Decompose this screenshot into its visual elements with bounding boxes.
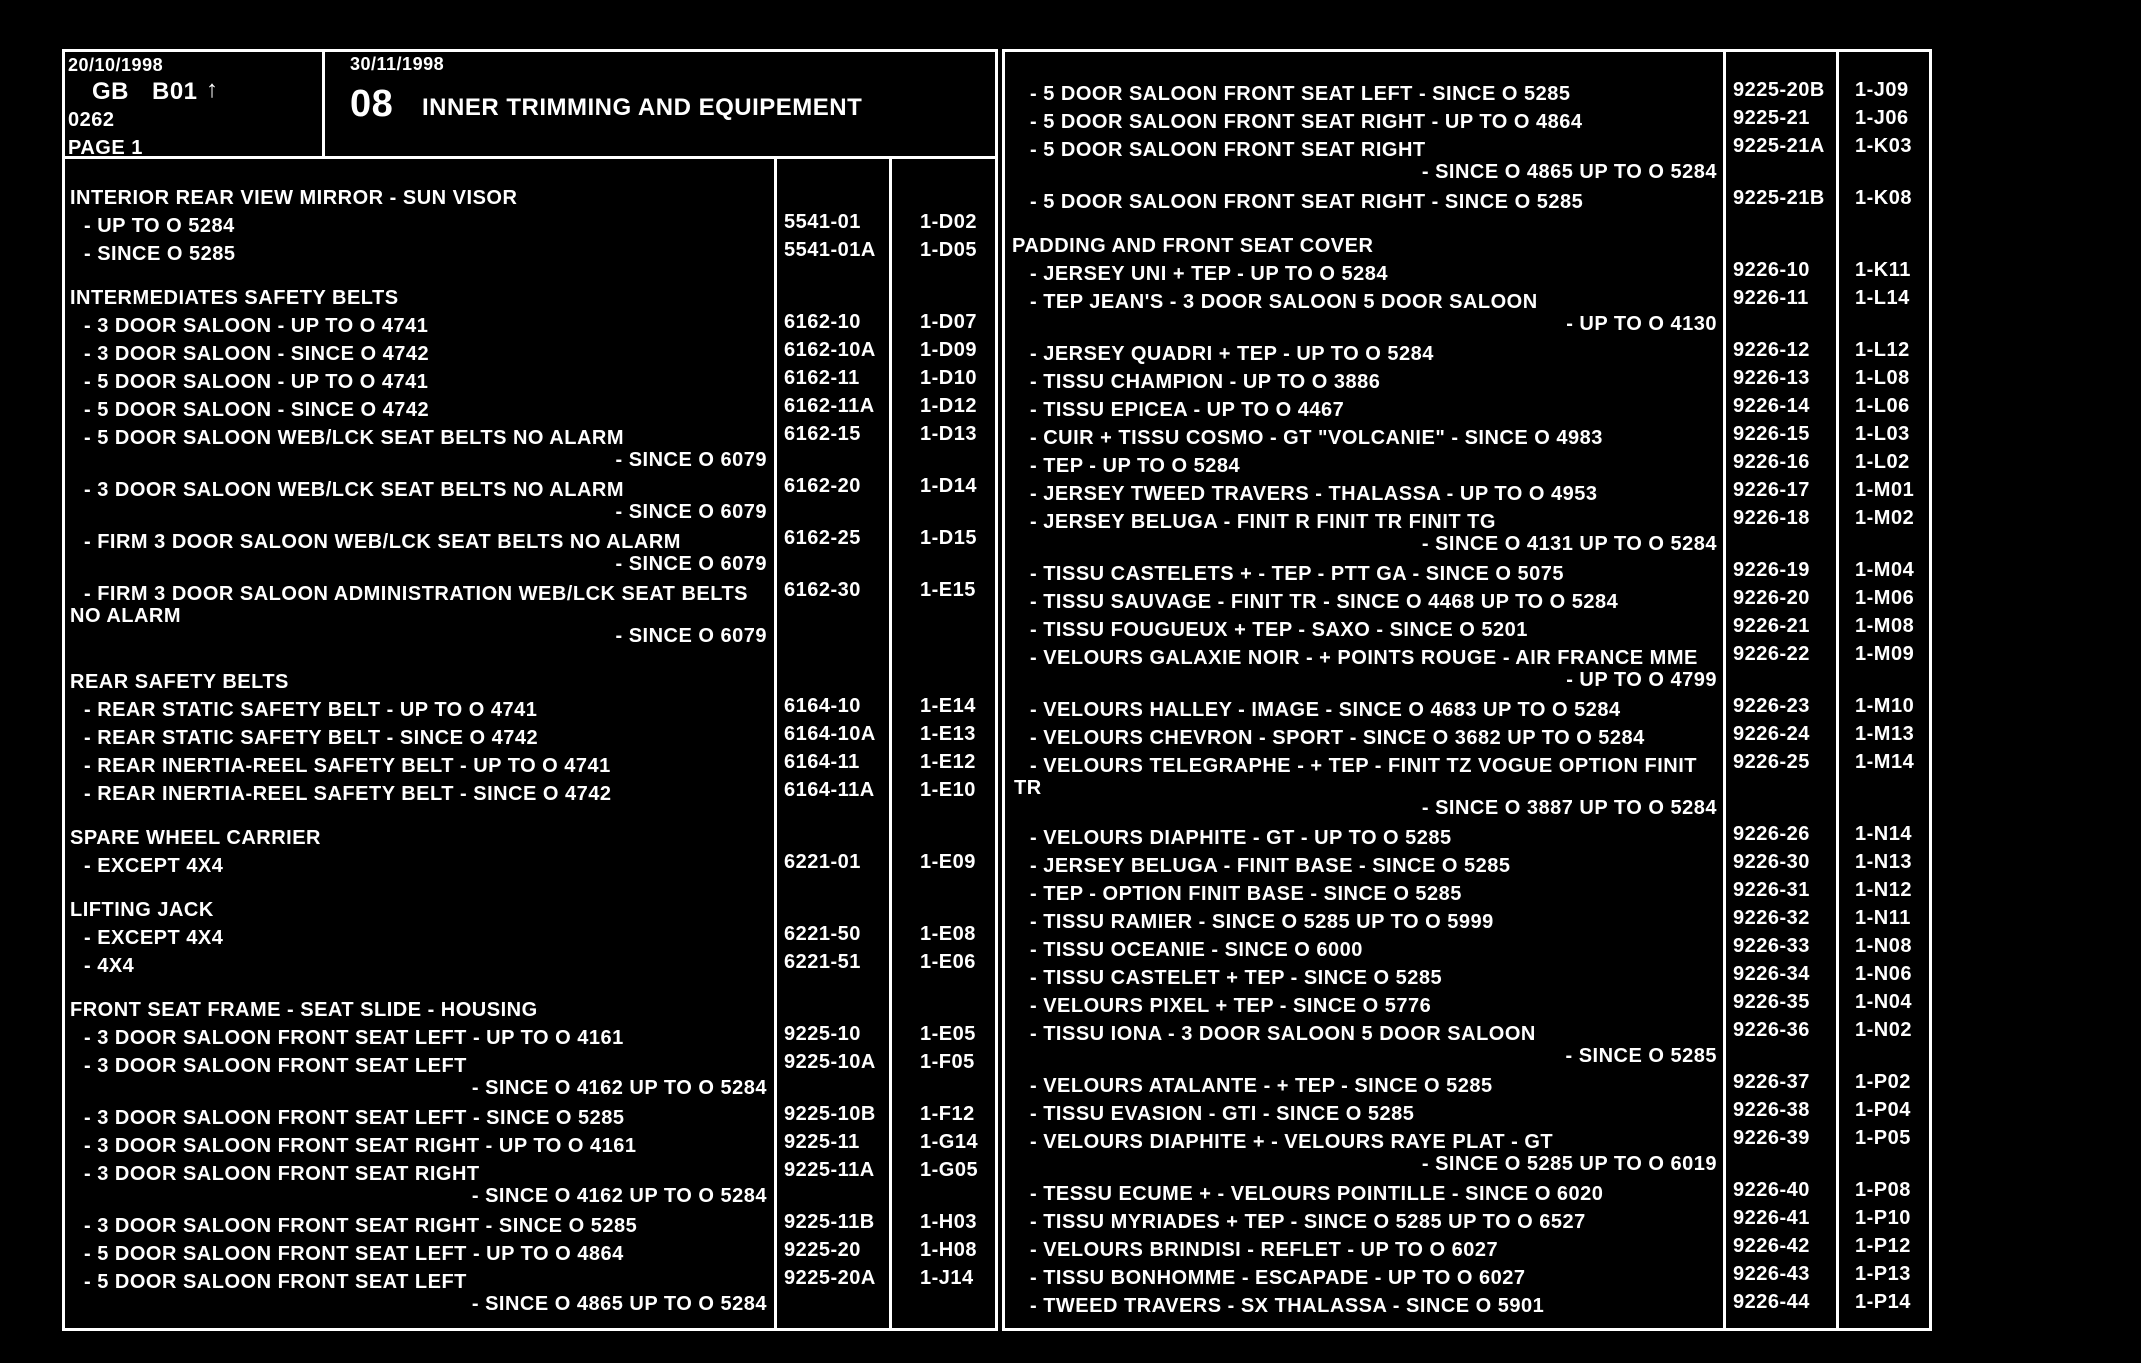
part-code: 9226-30 bbox=[1733, 851, 1810, 873]
part-code: 9226-34 bbox=[1733, 963, 1810, 985]
page-ref: 1-M04 bbox=[1855, 559, 1915, 581]
page-ref: 1-F05 bbox=[920, 1051, 975, 1073]
section-heading: PADDING AND FRONT SEAT COVER bbox=[1012, 235, 1374, 257]
model-code: B01 bbox=[152, 78, 198, 105]
page-ref: 1-N06 bbox=[1855, 963, 1912, 985]
part-code: 9226-21 bbox=[1733, 615, 1810, 637]
part-code: 6164-11A bbox=[784, 779, 875, 801]
serial-range: - SINCE O 5285 bbox=[1565, 1045, 1717, 1067]
page-ref: 1-L12 bbox=[1855, 339, 1910, 361]
part-code: 9226-36 bbox=[1733, 1019, 1810, 1041]
page-ref: 1-P08 bbox=[1855, 1179, 1911, 1201]
item-description: - VELOURS GALAXIE NOIR - + POINTS ROUGE - AIR FRANCE MME bbox=[1030, 647, 1698, 669]
part-code: 9226-20 bbox=[1733, 587, 1810, 609]
item-description: - TISSU CASTELET + TEP - SINCE O 5285 bbox=[1030, 967, 1443, 989]
item-description: - TISSU MYRIADES + TEP - SINCE O 5285 UP TO O 6527 bbox=[1030, 1211, 1586, 1233]
item-description: - VELOURS HALLEY - IMAGE - SINCE O 4683 UP TO O 5284 bbox=[1030, 699, 1621, 721]
page-ref: 1-M10 bbox=[1855, 695, 1915, 717]
part-code: 9226-42 bbox=[1733, 1235, 1810, 1257]
part-code: 9225-10 bbox=[784, 1023, 861, 1045]
item-description: - REAR INERTIA-REEL SAFETY BELT - UP TO O 4741 bbox=[84, 755, 611, 777]
part-code: 9226-23 bbox=[1733, 695, 1810, 717]
page-ref: 1-P14 bbox=[1855, 1291, 1911, 1313]
page-ref: 1-L03 bbox=[1855, 423, 1910, 445]
part-code: 9225-21B bbox=[1733, 187, 1825, 209]
item-description: - 5 DOOR SALOON FRONT SEAT RIGHT bbox=[1030, 139, 1426, 161]
item-description: - VELOURS ATALANTE - + TEP - SINCE O 5285 bbox=[1030, 1075, 1493, 1097]
part-code: 6162-11A bbox=[784, 395, 875, 417]
part-code: 6162-30 bbox=[784, 579, 861, 601]
page-ref: 1-N12 bbox=[1855, 879, 1912, 901]
item-description: - EXCEPT 4X4 bbox=[84, 855, 224, 877]
item-description: - TISSU SAUVAGE - FINIT TR - SINCE O 4468 UP TO O 5284 bbox=[1030, 591, 1619, 613]
page-ref: 1-D10 bbox=[920, 367, 977, 389]
part-code: 9226-33 bbox=[1733, 935, 1810, 957]
item-description: - 3 DOOR SALOON FRONT SEAT LEFT - SINCE O 5285 bbox=[84, 1107, 625, 1129]
page-ref: 1-E09 bbox=[920, 851, 976, 873]
page-ref: 1-M09 bbox=[1855, 643, 1915, 665]
item-description: - 5 DOOR SALOON FRONT SEAT LEFT - SINCE O 5285 bbox=[1030, 83, 1571, 105]
part-code: 9226-11 bbox=[1733, 287, 1809, 309]
page-ref: 1-L08 bbox=[1855, 367, 1910, 389]
serial-range: - SINCE O 4131 UP TO O 5284 bbox=[1421, 533, 1717, 555]
item-description: - TISSU CHAMPION - UP TO O 3886 bbox=[1030, 371, 1381, 393]
part-code: 9225-10A bbox=[784, 1051, 876, 1073]
page-ref: 1-G14 bbox=[920, 1131, 979, 1153]
section-number: 08 bbox=[350, 83, 394, 125]
section-title: INNER TRIMMING AND EQUIPEMENT bbox=[422, 94, 863, 121]
page-ref: 1-N08 bbox=[1855, 935, 1912, 957]
header-bottom-rule bbox=[62, 156, 998, 159]
serial-range: - SINCE O 4865 UP TO O 5284 bbox=[1421, 161, 1717, 183]
item-description: - 5 DOOR SALOON - SINCE O 4742 bbox=[84, 399, 430, 421]
item-description: - FIRM 3 DOOR SALOON WEB/LCK SEAT BELTS NO ALARM bbox=[84, 531, 681, 553]
page-ref: 1-E10 bbox=[920, 779, 976, 801]
document-ref: 0262 bbox=[68, 109, 115, 131]
page-ref: 1-K08 bbox=[1855, 187, 1912, 209]
item-description: - TEP - OPTION FINIT BASE - SINCE O 5285 bbox=[1030, 883, 1462, 905]
serial-range: - UP TO O 4799 bbox=[1566, 669, 1717, 691]
item-description: - TISSU BONHOMME - ESCAPADE - UP TO O 6027 bbox=[1030, 1267, 1526, 1289]
section-heading: INTERMEDIATES SAFETY BELTS bbox=[70, 287, 399, 309]
item-description: - JERSEY QUADRI + TEP - UP TO O 5284 bbox=[1030, 343, 1434, 365]
page-ref: 1-J06 bbox=[1855, 107, 1909, 129]
part-code: 9225-11A bbox=[784, 1159, 875, 1181]
part-code: 6164-10A bbox=[784, 723, 876, 745]
right-code-column-rule bbox=[1723, 49, 1726, 1331]
item-description: - REAR STATIC SAFETY BELT - SINCE O 4742 bbox=[84, 727, 539, 749]
serial-range: - SINCE O 4162 UP TO O 5284 bbox=[471, 1185, 767, 1207]
serial-range: - SINCE O 4162 UP TO O 5284 bbox=[471, 1077, 767, 1099]
serial-range: - SINCE O 6079 bbox=[615, 501, 767, 523]
part-code: 9226-14 bbox=[1733, 395, 1810, 417]
header-divider bbox=[322, 49, 325, 158]
page-ref: 1-K11 bbox=[1855, 259, 1911, 281]
page-ref: 1-E08 bbox=[920, 923, 976, 945]
up-arrow-icon: ↑ bbox=[206, 76, 219, 103]
part-code: 9226-26 bbox=[1733, 823, 1810, 845]
part-code: 9226-39 bbox=[1733, 1127, 1810, 1149]
page-ref: 1-N02 bbox=[1855, 1019, 1912, 1041]
item-description: - 5 DOOR SALOON FRONT SEAT LEFT bbox=[84, 1271, 467, 1293]
page-ref: 1-E14 bbox=[920, 695, 976, 717]
left-code-column-rule bbox=[774, 156, 777, 1331]
page-ref: 1-L14 bbox=[1855, 287, 1910, 309]
page-ref: 1-N13 bbox=[1855, 851, 1912, 873]
item-description: - EXCEPT 4X4 bbox=[84, 927, 224, 949]
item-description: - REAR INERTIA-REEL SAFETY BELT - SINCE O 4742 bbox=[84, 783, 612, 805]
item-description: - 3 DOOR SALOON FRONT SEAT RIGHT - SINCE O 5285 bbox=[84, 1215, 638, 1237]
item-description: - TISSU EVASION - GTI - SINCE O 5285 bbox=[1030, 1103, 1415, 1125]
page-ref: 1-G05 bbox=[920, 1159, 979, 1181]
page-ref: 1-L02 bbox=[1855, 451, 1910, 473]
part-code: 9226-19 bbox=[1733, 559, 1810, 581]
page-ref: 1-P04 bbox=[1855, 1099, 1911, 1121]
page-ref: 1-M13 bbox=[1855, 723, 1915, 745]
part-code: 9226-25 bbox=[1733, 751, 1810, 773]
item-description: - 3 DOOR SALOON - UP TO O 4741 bbox=[84, 315, 429, 337]
item-description: - TESSU ECUME + - VELOURS POINTILLE - SINCE O 6020 bbox=[1030, 1183, 1604, 1205]
part-code: 9226-15 bbox=[1733, 423, 1810, 445]
item-description: - JERSEY TWEED TRAVERS - THALASSA - UP TO O 4953 bbox=[1030, 483, 1598, 505]
part-code: 6221-01 bbox=[784, 851, 861, 873]
page-ref: 1-M01 bbox=[1855, 479, 1915, 501]
part-code: 9226-22 bbox=[1733, 643, 1810, 665]
item-description: - VELOURS DIAPHITE - GT - UP TO O 5285 bbox=[1030, 827, 1452, 849]
part-code: 9225-11B bbox=[784, 1211, 875, 1233]
page-ref: 1-P10 bbox=[1855, 1207, 1911, 1229]
part-code: 9226-17 bbox=[1733, 479, 1810, 501]
part-code: 9226-40 bbox=[1733, 1179, 1810, 1201]
item-description: - TISSU CASTELETS + - TEP - PTT GA - SINCE O 5075 bbox=[1030, 563, 1565, 585]
page-ref: 1-J14 bbox=[920, 1267, 974, 1289]
part-code: 6221-50 bbox=[784, 923, 861, 945]
page-ref: 1-E06 bbox=[920, 951, 976, 973]
page-ref: 1-D12 bbox=[920, 395, 977, 417]
market-code: GB bbox=[92, 78, 129, 105]
page-ref: 1-D05 bbox=[920, 239, 977, 261]
item-description: - FIRM 3 DOOR SALOON ADMINISTRATION WEB/LCK SEAT BELTS bbox=[84, 583, 749, 605]
item-description: - VELOURS TELEGRAPHE - + TEP - FINIT TZ VOGUE OPTION FINIT bbox=[1030, 755, 1697, 777]
page-ref: 1-D15 bbox=[920, 527, 977, 549]
item-description: - REAR STATIC SAFETY BELT - UP TO O 4741 bbox=[84, 699, 538, 721]
section-heading: FRONT SEAT FRAME - SEAT SLIDE - HOUSING bbox=[70, 999, 538, 1021]
section-heading: INTERIOR REAR VIEW MIRROR - SUN VISOR bbox=[70, 187, 518, 209]
part-code: 9226-44 bbox=[1733, 1291, 1810, 1313]
part-code: 9225-21 bbox=[1733, 107, 1810, 129]
part-code: 9226-41 bbox=[1733, 1207, 1810, 1229]
part-code: 9226-16 bbox=[1733, 451, 1810, 473]
part-code: 6221-51 bbox=[784, 951, 861, 973]
page-ref: 1-P02 bbox=[1855, 1071, 1911, 1093]
part-code: 9226-18 bbox=[1733, 507, 1810, 529]
page-ref: 1-M02 bbox=[1855, 507, 1915, 529]
item-description: - 5 DOOR SALOON FRONT SEAT RIGHT - UP TO O 4864 bbox=[1030, 111, 1583, 133]
serial-range: - SINCE O 5285 UP TO O 6019 bbox=[1421, 1153, 1717, 1175]
page-ref: 1-P05 bbox=[1855, 1127, 1911, 1149]
page-ref: 1-N14 bbox=[1855, 823, 1912, 845]
item-description: - 4X4 bbox=[84, 955, 135, 977]
part-code: 6162-11 bbox=[784, 367, 860, 389]
part-code: 6162-10A bbox=[784, 339, 876, 361]
page-ref: 1-M08 bbox=[1855, 615, 1915, 637]
item-description: - 5 DOOR SALOON WEB/LCK SEAT BELTS NO ALARM bbox=[84, 427, 625, 449]
page-ref: 1-E15 bbox=[920, 579, 976, 601]
part-code: 9226-35 bbox=[1733, 991, 1810, 1013]
item-description: - 3 DOOR SALOON FRONT SEAT LEFT bbox=[84, 1055, 467, 1077]
serial-range: - SINCE O 6079 bbox=[615, 625, 767, 647]
item-description: - VELOURS DIAPHITE + - VELOURS RAYE PLAT - GT bbox=[1030, 1131, 1554, 1153]
issue-date: 20/10/1998 bbox=[68, 55, 164, 75]
serial-range: - SINCE O 6079 bbox=[615, 449, 767, 471]
right-ref-column-rule bbox=[1836, 49, 1839, 1331]
part-code: 9226-38 bbox=[1733, 1099, 1810, 1121]
serial-range: - UP TO O 4130 bbox=[1566, 313, 1717, 335]
page-ref: 1-P12 bbox=[1855, 1235, 1911, 1257]
serial-range: - SINCE O 3887 UP TO O 5284 bbox=[1421, 797, 1717, 819]
item-description: - 3 DOOR SALOON FRONT SEAT LEFT - UP TO O 4161 bbox=[84, 1027, 624, 1049]
item-description: - TEP JEAN'S - 3 DOOR SALOON 5 DOOR SALOON bbox=[1030, 291, 1538, 313]
page-ref: 1-J09 bbox=[1855, 79, 1909, 101]
part-code: 5541-01 bbox=[784, 211, 861, 233]
part-code: 9225-11 bbox=[784, 1131, 860, 1153]
item-description: - VELOURS CHEVRON - SPORT - SINCE O 3682 UP TO O 5284 bbox=[1030, 727, 1645, 749]
item-description: - 5 DOOR SALOON - UP TO O 4741 bbox=[84, 371, 429, 393]
item-description: - JERSEY BELUGA - FINIT BASE - SINCE O 5285 bbox=[1030, 855, 1511, 877]
item-description: - JERSEY UNI + TEP - UP TO O 5284 bbox=[1030, 263, 1388, 285]
section-heading: REAR SAFETY BELTS bbox=[70, 671, 289, 693]
item-description: - 3 DOOR SALOON WEB/LCK SEAT BELTS NO ALARM bbox=[84, 479, 625, 501]
item-continuation: TR bbox=[1014, 777, 1042, 799]
page-ref: 1-K03 bbox=[1855, 135, 1912, 157]
part-code: 9226-13 bbox=[1733, 367, 1810, 389]
page-ref: 1-E05 bbox=[920, 1023, 976, 1045]
part-code: 6164-10 bbox=[784, 695, 861, 717]
page-ref: 1-D14 bbox=[920, 475, 977, 497]
item-description: - TISSU EPICEA - UP TO O 4467 bbox=[1030, 399, 1345, 421]
part-code: 9226-43 bbox=[1733, 1263, 1810, 1285]
item-description: - JERSEY BELUGA - FINIT R FINIT TR FINIT TG bbox=[1030, 511, 1496, 533]
revision-date: 30/11/1998 bbox=[350, 54, 445, 74]
item-description: - 3 DOOR SALOON FRONT SEAT RIGHT bbox=[84, 1163, 480, 1185]
item-continuation: NO ALARM bbox=[70, 605, 182, 627]
part-code: 6162-20 bbox=[784, 475, 861, 497]
page-ref: 1-D07 bbox=[920, 311, 977, 333]
item-description: - VELOURS PIXEL + TEP - SINCE O 5776 bbox=[1030, 995, 1432, 1017]
item-description: - TISSU IONA - 3 DOOR SALOON 5 DOOR SALOON bbox=[1030, 1023, 1536, 1045]
serial-range: - SINCE O 6079 bbox=[615, 553, 767, 575]
part-code: 9225-20A bbox=[784, 1267, 876, 1289]
item-description: - CUIR + TISSU COSMO - GT "VOLCANIE" - SINCE O 4983 bbox=[1030, 427, 1603, 449]
item-description: - TISSU FOUGUEUX + TEP - SAXO - SINCE O 5201 bbox=[1030, 619, 1528, 641]
page-ref: 1-P13 bbox=[1855, 1263, 1911, 1285]
page-ref: 1-L06 bbox=[1855, 395, 1910, 417]
page-ref: 1-D02 bbox=[920, 211, 977, 233]
part-code: 9226-24 bbox=[1733, 723, 1810, 745]
page-ref: 1-E13 bbox=[920, 723, 976, 745]
part-code: 5541-01A bbox=[784, 239, 876, 261]
item-description: - TISSU RAMIER - SINCE O 5285 UP TO O 5999 bbox=[1030, 911, 1494, 933]
page-ref: 1-M06 bbox=[1855, 587, 1915, 609]
part-code: 9226-32 bbox=[1733, 907, 1810, 929]
part-code: 9225-21A bbox=[1733, 135, 1825, 157]
part-code: 6162-10 bbox=[784, 311, 861, 333]
item-description: - TWEED TRAVERS - SX THALASSA - SINCE O 5901 bbox=[1030, 1295, 1545, 1317]
item-description: - VELOURS BRINDISI - REFLET - UP TO O 6027 bbox=[1030, 1239, 1499, 1261]
page-ref: 1-H03 bbox=[920, 1211, 977, 1233]
part-code: 9226-37 bbox=[1733, 1071, 1810, 1093]
part-code: 6162-15 bbox=[784, 423, 861, 445]
page-ref: 1-N04 bbox=[1855, 991, 1912, 1013]
part-code: 6164-11 bbox=[784, 751, 860, 773]
page-ref: 1-M14 bbox=[1855, 751, 1915, 773]
left-ref-column-rule bbox=[889, 156, 892, 1331]
part-code: 9226-31 bbox=[1733, 879, 1810, 901]
page-ref: 1-D09 bbox=[920, 339, 977, 361]
item-description: - 5 DOOR SALOON FRONT SEAT RIGHT - SINCE O 5285 bbox=[1030, 191, 1584, 213]
page-ref: 1-N11 bbox=[1855, 907, 1911, 929]
page-ref: 1-E12 bbox=[920, 751, 976, 773]
item-description: - 3 DOOR SALOON FRONT SEAT RIGHT - UP TO O 4161 bbox=[84, 1135, 637, 1157]
part-code: 9225-10B bbox=[784, 1103, 876, 1125]
part-code: 9226-10 bbox=[1733, 259, 1810, 281]
item-description: - TISSU OCEANIE - SINCE O 6000 bbox=[1030, 939, 1363, 961]
page-ref: 1-D13 bbox=[920, 423, 977, 445]
item-description: - 3 DOOR SALOON - SINCE O 4742 bbox=[84, 343, 430, 365]
item-description: - SINCE O 5285 bbox=[84, 243, 236, 265]
item-description: - TEP - UP TO O 5284 bbox=[1030, 455, 1241, 477]
part-code: 9225-20 bbox=[784, 1239, 861, 1261]
part-code: 9225-20B bbox=[1733, 79, 1825, 101]
item-description: - UP TO O 5284 bbox=[84, 215, 235, 237]
part-code: 9226-12 bbox=[1733, 339, 1810, 361]
part-code: 6162-25 bbox=[784, 527, 861, 549]
page-ref: 1-H08 bbox=[920, 1239, 977, 1261]
section-heading: LIFTING JACK bbox=[70, 899, 214, 921]
section-heading: SPARE WHEEL CARRIER bbox=[70, 827, 322, 849]
page-number: PAGE 1 bbox=[68, 137, 143, 159]
serial-range: - SINCE O 4865 UP TO O 5284 bbox=[471, 1293, 767, 1315]
page-ref: 1-F12 bbox=[920, 1103, 975, 1125]
item-description: - 5 DOOR SALOON FRONT SEAT LEFT - UP TO O 4864 bbox=[84, 1243, 624, 1265]
